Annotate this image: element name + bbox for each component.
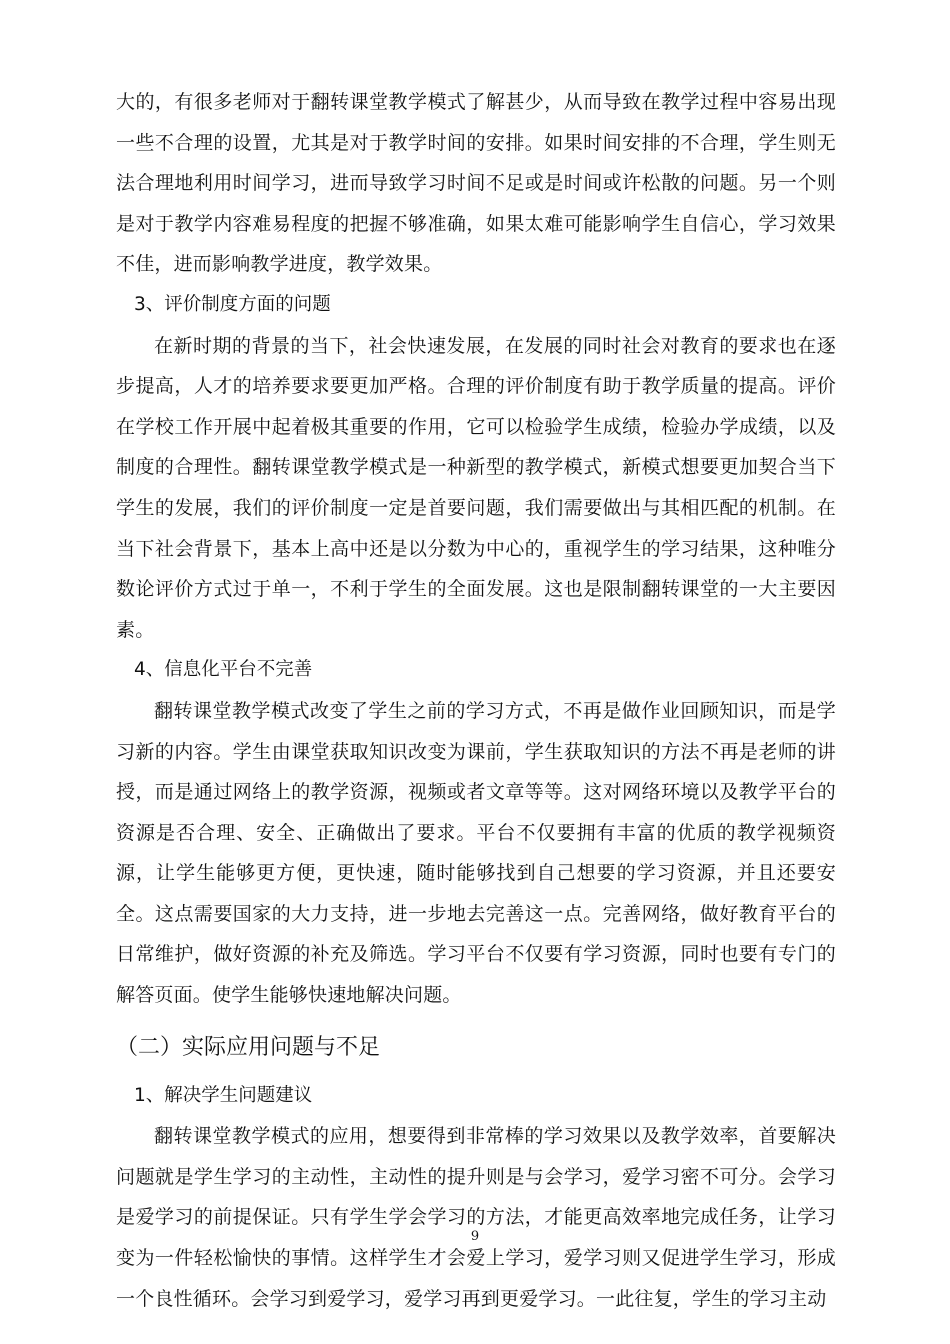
subsection-1-paragraph: 翻转课堂教学模式的应用，想要得到非常棒的学习效果以及教学效率，首要解决问题就是学生学习的主动性，主动性的提升则是与会学习，爱学习密不可分。会学习是爱学习的前提保证。只有学生学会学习的方法，才能更高效率地完成任务，让学习变为一件轻松愉快的事情。这样学生才会爱上学习，爱学习则又促进学生学习，形成一个良性循环。会学习到爱学习，爱学习再到更爱学习。一此往复，学生的学习主动 [116,1125,836,1310]
section-2-title: （二）实际应用问题与不足 [116,1034,381,1060]
subsection-3-heading: 3、评价制度方面的问题 [134,293,331,315]
subsection-4-paragraph: 翻转课堂教学模式改变了学生之前的学习方式，不再是做作业回顾知识，而是学习新的内容。学生由课堂获取知识改变为课前，学生获取知识的方法不再是老师的讲授，而是通过网络上的教学资源，视频或者文章等等。这对网络环境以及教学平台的资源是否合理、安全、正确做出了要求。平台不仅要拥有丰富的优质的教学视频资源，让学生能够更方便，更快速，随时能够找到自己想要的学习资源，并且还要安全。这点需要国家的大力支持，进一步地去完善这一点。完善网络，做好教育平台的日常维护，做好资源的补充及筛选。学习平台不仅要有学习资源，同时也要有专门的解答页面。使学生能够快速地解决问题。 [116,699,836,1007]
page-number: 9 [470,1229,480,1244]
subsection-4-heading: 4、信息化平台不完善 [134,659,313,681]
subsection-1-heading: 1、解决学生问题建议 [134,1084,313,1106]
subsection-3-paragraph: 在新时期的背景的当下，社会快速发展，在发展的同时社会对教育的要求也在逐步提高，人才的培养要求要更加严格。合理的评价制度有助于教学质量的提高。评价在学校工作开展中起着极其重要的作用，它可以检验学生成绩，检验办学成绩，以及制度的合理性。翻转课堂教学模式是一种新型的教学模式，新模式想要更加契合当下学生的发展，我们的评价制度一定是首要问题，我们需要做出与其相匹配的机制。在当下社会背景下，基本上高中还是以分数为中心的，重视学生的学习结果，这种唯分数论评价方式过于单一，不利于学生的全面发展。这也是限制翻转课堂的一大主要因素。 [116,334,836,641]
intro-paragraph: 大的，有很多老师对于翻转课堂教学模式了解甚少，从而导致在教学过程中容易出现一些不合理的设置，尤其是对于教学时间的安排。如果时间安排的不合理，学生则无法合理地利用时间学习，进而导致学习时间不足或是时间或许松散的问题。另一个则是对于教学内容难易程度的把握不够准确，如果太难可能影响学生自信心，学习效果不佳，进而影响教学进度，教学效果。 [116,91,836,276]
document-page [116,82,836,1319]
